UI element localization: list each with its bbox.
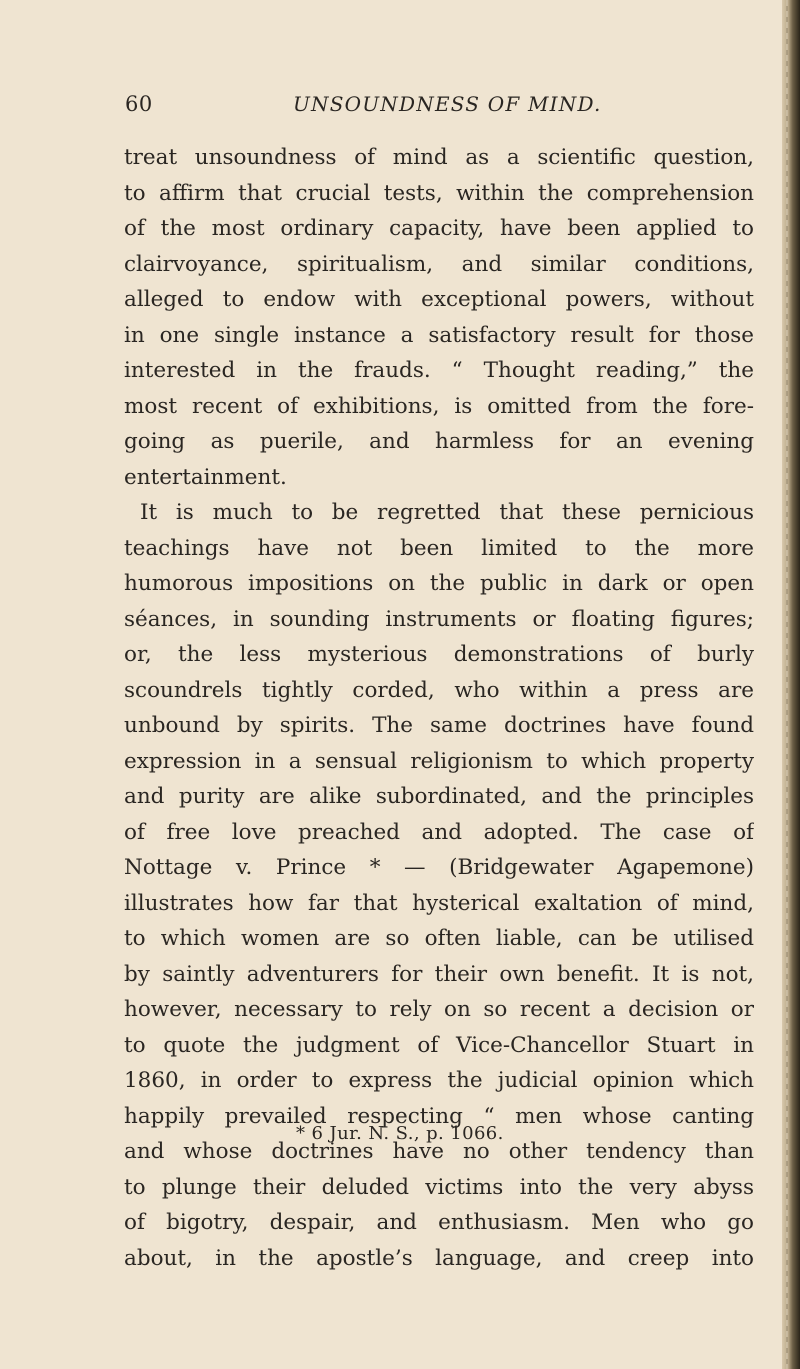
text-line: unbound by spirits. The same doctrines have found: [124, 713, 754, 738]
footnote: * 6 Jur. N. S., p. 1066.: [296, 1123, 504, 1144]
text-line: most recent of exhibitions, is omitted from the fore-: [124, 393, 754, 419]
page-number: 60: [125, 92, 153, 116]
text-line: interested in the frauds. “ Thought reading,” the: [124, 358, 754, 383]
text-line: of free love preached and adopted. The case of: [124, 819, 754, 845]
text-line: of the most ordinary capacity, have been applied to: [124, 216, 754, 241]
text-line: clairvoyance, spiritualism, and similar conditions,: [124, 251, 754, 277]
body-text: [124, 140, 754, 1271]
text-line: It is much to be regretted that these pernicious: [140, 500, 754, 525]
text-line: scoundrels tightly corded, who within a press are: [124, 677, 754, 703]
text-line: illustrates how far that hysterical exaltation of mind,: [124, 890, 754, 916]
text-line: about, in the apostle’s language, and creep into: [124, 1245, 754, 1271]
text-line: to affirm that crucial tests, within the comprehension: [124, 180, 754, 206]
text-line: however, necessary to rely on so recent a decision or: [124, 997, 754, 1022]
text-line: treat unsoundness of mind as a scientific question,: [124, 145, 754, 170]
text-line: entertainment.: [124, 464, 287, 490]
text-line: to which women are so often liable, can be utilised: [124, 926, 754, 951]
text-line: and purity are alike subordinated, and the principles: [124, 784, 754, 809]
text-line: going as puerile, and harmless for an evening: [124, 429, 754, 454]
running-head: UNSOUNDNESS OF MIND.: [293, 92, 602, 116]
text-line: teachings have not been limited to the more: [124, 535, 754, 561]
text-line: Nottage v. Prince * — (Bridgewater Agapemone): [124, 855, 754, 880]
page-header: [125, 92, 755, 122]
text-line: in one single instance a satisfactory result for those: [124, 322, 754, 348]
text-line: séances, in sounding instruments or floating figures;: [124, 606, 754, 632]
text-line: alleged to endow with exceptional powers, without: [124, 287, 754, 312]
text-line: or, the less mysterious demonstrations of burly: [124, 642, 754, 667]
text-line: and whose doctrines have no other tendency than: [124, 1139, 754, 1164]
text-line: of bigotry, despair, and enthusiasm. Men who go: [124, 1210, 754, 1235]
text-line: to plunge their deluded victims into the very abyss: [124, 1174, 754, 1200]
text-line: happily prevailed respecting “ men whose canting: [124, 1103, 754, 1129]
text-line: expression in a sensual religionism to which property: [124, 748, 754, 774]
page-edge: [782, 0, 800, 1369]
text-line: by saintly adventurers for their own benefit. It is not,: [124, 961, 754, 987]
text-line: to quote the judgment of Vice-Chancellor Stuart in: [124, 1032, 754, 1058]
text-line: humorous impositions on the public in dark or open: [124, 571, 754, 596]
text-line: 1860, in order to express the judicial opinion which: [124, 1068, 754, 1093]
